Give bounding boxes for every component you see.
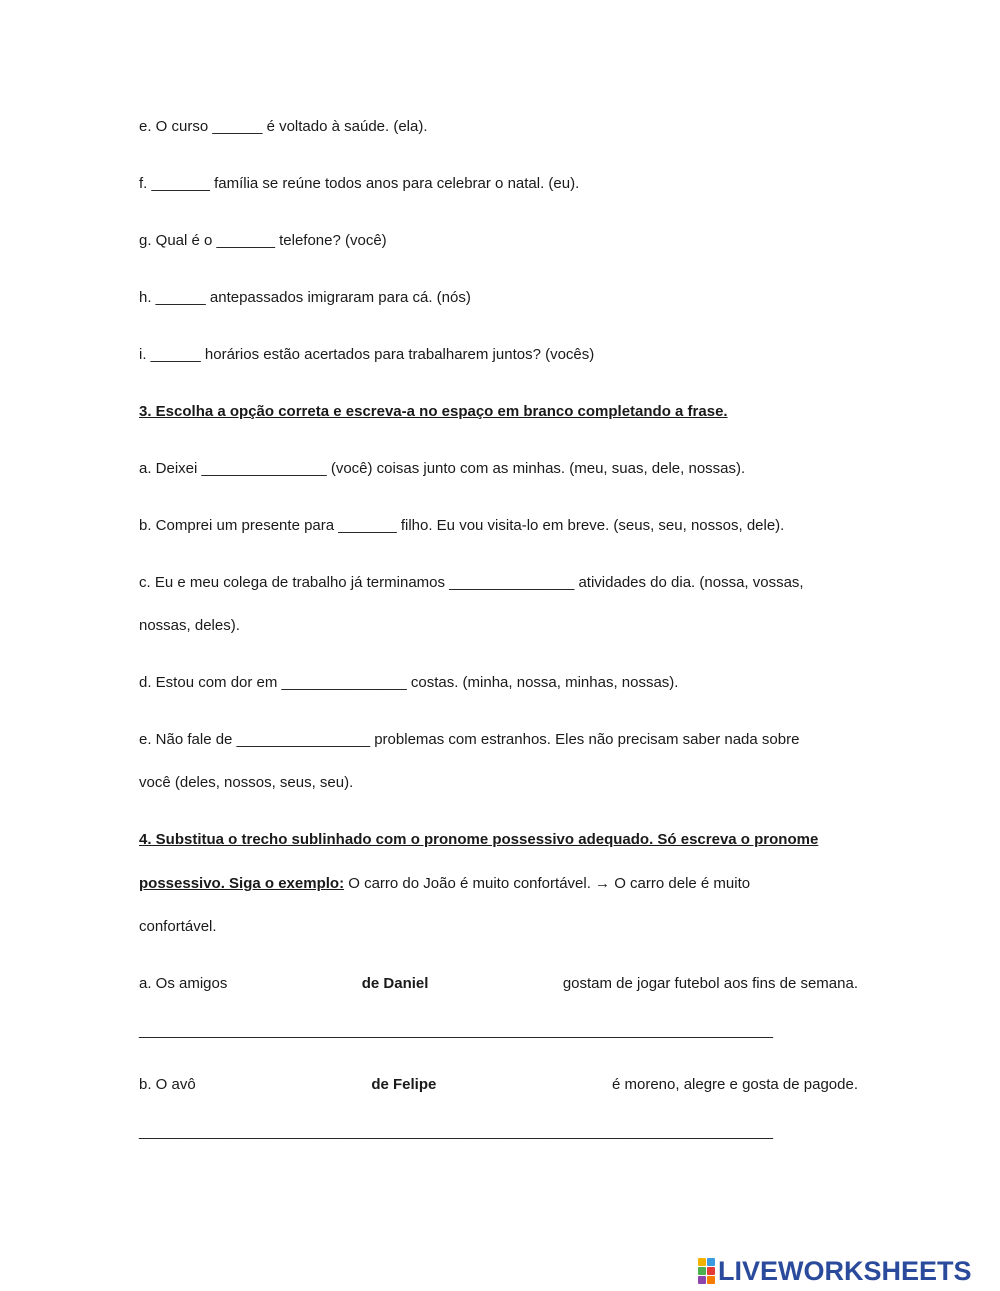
section-3-heading: 3. Escolha a opção correta e escreva-a no espaço em branco completando a frase. [139, 403, 728, 420]
exercise-4b [139, 1075, 858, 1095]
section-4-heading-cont: possessivo. Siga o exemplo: [139, 875, 345, 892]
logo-block [698, 1276, 706, 1284]
example-sentence: O carro do João é muito confortável. → O carro dele é muito [348, 875, 751, 892]
example-sentence-cont: confortável. [139, 918, 217, 935]
exercise-4b-underlined-phrase: de Felipe [371, 1076, 437, 1093]
exercise-2g: g. Qual é o _______ telefone? (você) [139, 232, 387, 249]
logo-text: LIVEWORKSHEETS [718, 1255, 972, 1286]
logo-block [707, 1258, 715, 1266]
exercise-4b-after: é moreno, alegre e gosta de pagode. [611, 1076, 858, 1093]
liveworksheets-logo [698, 1255, 972, 1286]
exercise-3e-line2: você (deles, nossos, seus, seu). [139, 774, 354, 791]
section-4-heading: 4. Substitua o trecho sublinhado com o pronome possessivo adequado. Só escreva o pronome [139, 831, 819, 848]
logo-block [698, 1258, 706, 1266]
section-4-example [139, 874, 750, 894]
exercise-3d: d. Estou com dor em _______________ costas. (minha, nossa, minhas, nossas). [139, 674, 679, 691]
exercise-4a-before: a. Os amigos [139, 975, 228, 992]
exercise-2i: i. ______ horários estão acertados para trabalharem juntos? (vocês) [139, 346, 595, 363]
logo-mark-icon [698, 1258, 715, 1284]
exercise-4a-underlined-phrase: de Daniel [361, 975, 429, 992]
answer-line-4a[interactable]: ____________________________________________________________________________ [139, 1022, 774, 1039]
exercise-3c-line1: c. Eu e meu colega de trabalho já terminamos _______________ atividades do dia. (nossa, vossas, [139, 574, 804, 591]
exercise-3a: a. Deixei _______________ (você) coisas junto com as minhas. (meu, suas, dele, nossas). [139, 460, 746, 477]
exercise-2e: e. O curso ______ é voltado à saúde. (ela). [139, 118, 428, 135]
exercise-4b-before: b. O avô [139, 1076, 196, 1093]
logo-block [707, 1267, 715, 1275]
exercise-2h: h. ______ antepassados imigraram para cá. (nós) [139, 289, 471, 306]
exercise-3b: b. Comprei um presente para _______ filho. Eu vou visita-lo em breve. (seus, seu, nossos, dele). [139, 517, 785, 534]
logo-block [707, 1276, 715, 1284]
exercise-4a [139, 974, 858, 994]
exercise-3c-line2: nossas, deles). [139, 617, 240, 634]
exercise-4a-after: gostam de jogar futebol aos fins de semana. [562, 975, 858, 992]
exercise-3e-line1: e. Não fale de ________________ problemas com estranhos. Eles não precisam saber nada sobre [139, 731, 800, 748]
answer-line-4b[interactable]: ____________________________________________________________________________ [139, 1123, 774, 1140]
exercise-2f: f. _______ família se reúne todos anos para celebrar o natal. (eu). [139, 175, 580, 192]
logo-block [698, 1267, 706, 1275]
